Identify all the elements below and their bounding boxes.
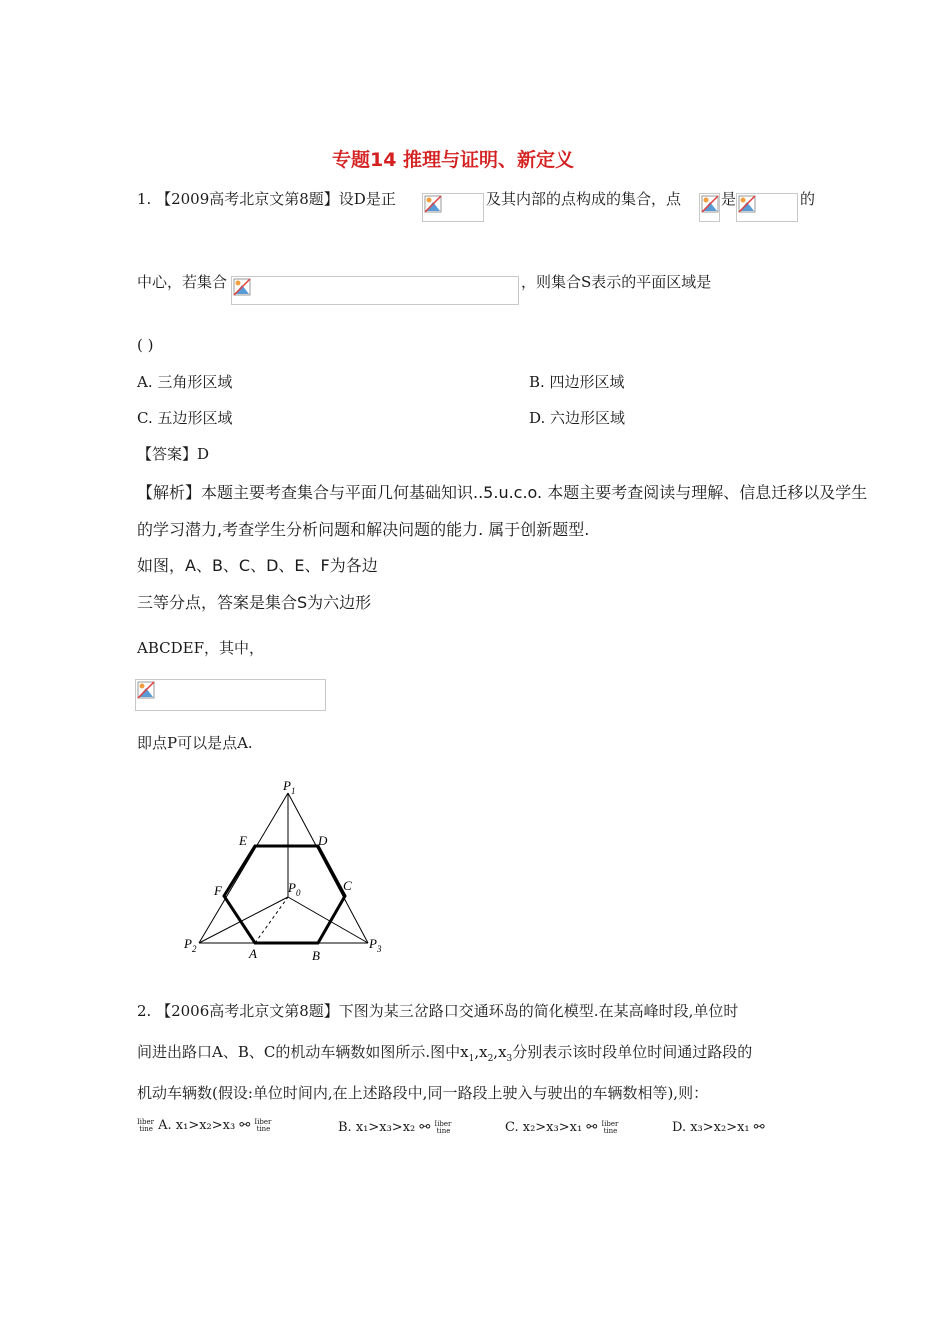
broken-image-icon bbox=[738, 195, 756, 213]
label-p1: $P_1$ bbox=[283, 778, 296, 796]
q2-choice-b-wrap bbox=[338, 1120, 451, 1135]
answer-line: 【答案】D bbox=[137, 445, 210, 463]
q1-intro: 1. 【2009高考北京文第8题】设D是正 bbox=[137, 190, 396, 208]
car-icon: ⚯ bbox=[419, 1120, 431, 1135]
var-x2: $x_2$ bbox=[479, 1043, 494, 1064]
broken-image-icon bbox=[233, 278, 251, 296]
var-x1: $x_1$ bbox=[460, 1043, 475, 1064]
formula-image-triangle-2 bbox=[736, 193, 798, 222]
watermark-mark-icon: Iiber tine bbox=[137, 1117, 154, 1133]
q2-choice-c-wrap bbox=[505, 1120, 618, 1135]
choice-c: C. x₂>x₃>x₁ bbox=[505, 1120, 583, 1135]
q2-line-2: 间进出路口A、B、C的机动车辆数如图所示.图中$x_1,x_2,x_3$分别表示该时段单位时间通过路段的 bbox=[137, 1043, 753, 1064]
label-e: E bbox=[239, 833, 247, 848]
q1-line2a: 中心，若集合 bbox=[137, 273, 228, 291]
broken-image-icon bbox=[701, 195, 719, 213]
q2-choice-d-wrap bbox=[672, 1120, 765, 1135]
choice-a: A. x₁>x₂>x₃ bbox=[158, 1118, 236, 1133]
analysis-line-1: 【解析】本题主要考查集合与平面几何基础知识..5.u.c.o. 本题主要考查阅读与理解、信息迁移以及学生 bbox=[137, 483, 868, 502]
hexagon-figure bbox=[180, 770, 390, 970]
q2-line-2a: 间进出路口A、B、C的机动车辆数如图所示.图中 bbox=[137, 1043, 461, 1061]
q1-text-2: 及其内部的点构成的集合，点 bbox=[486, 190, 682, 208]
answer-paren: ( ) bbox=[137, 336, 154, 354]
label-a: A bbox=[249, 946, 257, 961]
analysis-line-5: ABCDEF，其中， bbox=[137, 639, 264, 657]
choice-d: D. x₃>x₂>x₁ bbox=[672, 1120, 750, 1135]
analysis-line-6: 即点P可以是点A. bbox=[137, 734, 253, 752]
label-d: D bbox=[318, 833, 328, 848]
option-d: D. 六边形区域 bbox=[529, 409, 626, 427]
label-c: C bbox=[343, 878, 352, 893]
q2-line-1: 2. 【2006高考北京文第8题】下图为某三岔路口交通环岛的简化模型.在某高峰时段,单位时 bbox=[137, 1002, 739, 1020]
formula-image-set-s bbox=[231, 276, 519, 305]
q2-line-2b: 分别表示该时段单位时间通过路段的 bbox=[512, 1043, 753, 1061]
label-b: B bbox=[312, 948, 320, 963]
broken-image-icon bbox=[137, 681, 155, 699]
page-title: 专题14 推理与证明、新定义 bbox=[332, 149, 575, 171]
watermark-mark-icon: Iiber tine bbox=[601, 1119, 619, 1135]
option-a: A. 三角形区域 bbox=[137, 373, 233, 391]
option-b: B. 四边形区域 bbox=[529, 373, 625, 391]
var-x3: $x_3$ bbox=[498, 1043, 513, 1064]
formula-image-point bbox=[699, 193, 720, 222]
choice-b: B. x₁>x₃>x₂ bbox=[338, 1120, 416, 1135]
label-p0: $P_0$ bbox=[288, 880, 301, 898]
car-icon: ⚯ bbox=[586, 1120, 598, 1135]
label-p3: $P_3$ bbox=[369, 936, 382, 954]
hexagon-abcdef bbox=[224, 846, 345, 943]
q2-line-3: 机动车辆数(假设:单位时间内,在上述路段中,同一路段上驶入与驶出的车辆数相等),则： bbox=[137, 1084, 709, 1102]
q2-choices-row bbox=[137, 1118, 271, 1133]
q1-text-4: 的 bbox=[800, 190, 816, 208]
car-icon: ⚯ bbox=[239, 1118, 251, 1133]
option-c: C. 五边形区域 bbox=[137, 409, 233, 427]
analysis-line-3: 如图，A、B、C、D、E、F为各边 bbox=[137, 556, 378, 575]
broken-image-icon bbox=[424, 195, 442, 213]
watermark-mark-icon: Iiber tine bbox=[434, 1119, 452, 1135]
watermark-mark-icon: Iiber tine bbox=[254, 1117, 272, 1133]
label-p2: $P_2$ bbox=[184, 936, 197, 954]
label-f: F bbox=[214, 883, 222, 898]
formula-image-triangle bbox=[422, 193, 484, 222]
q1-text-3: 是 bbox=[721, 190, 737, 208]
analysis-line-2: 的学习潜力,考查学生分析问题和解决问题的能力. 属于创新题型. bbox=[137, 520, 590, 539]
car-icon: ⚯ bbox=[753, 1120, 765, 1135]
dashed-a-p0 bbox=[255, 897, 288, 943]
analysis-line-4: 三等分点，答案是集合S为六边形 bbox=[137, 593, 372, 612]
formula-image-p-condition bbox=[135, 679, 326, 711]
q1-line2b: ，则集合S表示的平面区域是 bbox=[521, 273, 712, 291]
